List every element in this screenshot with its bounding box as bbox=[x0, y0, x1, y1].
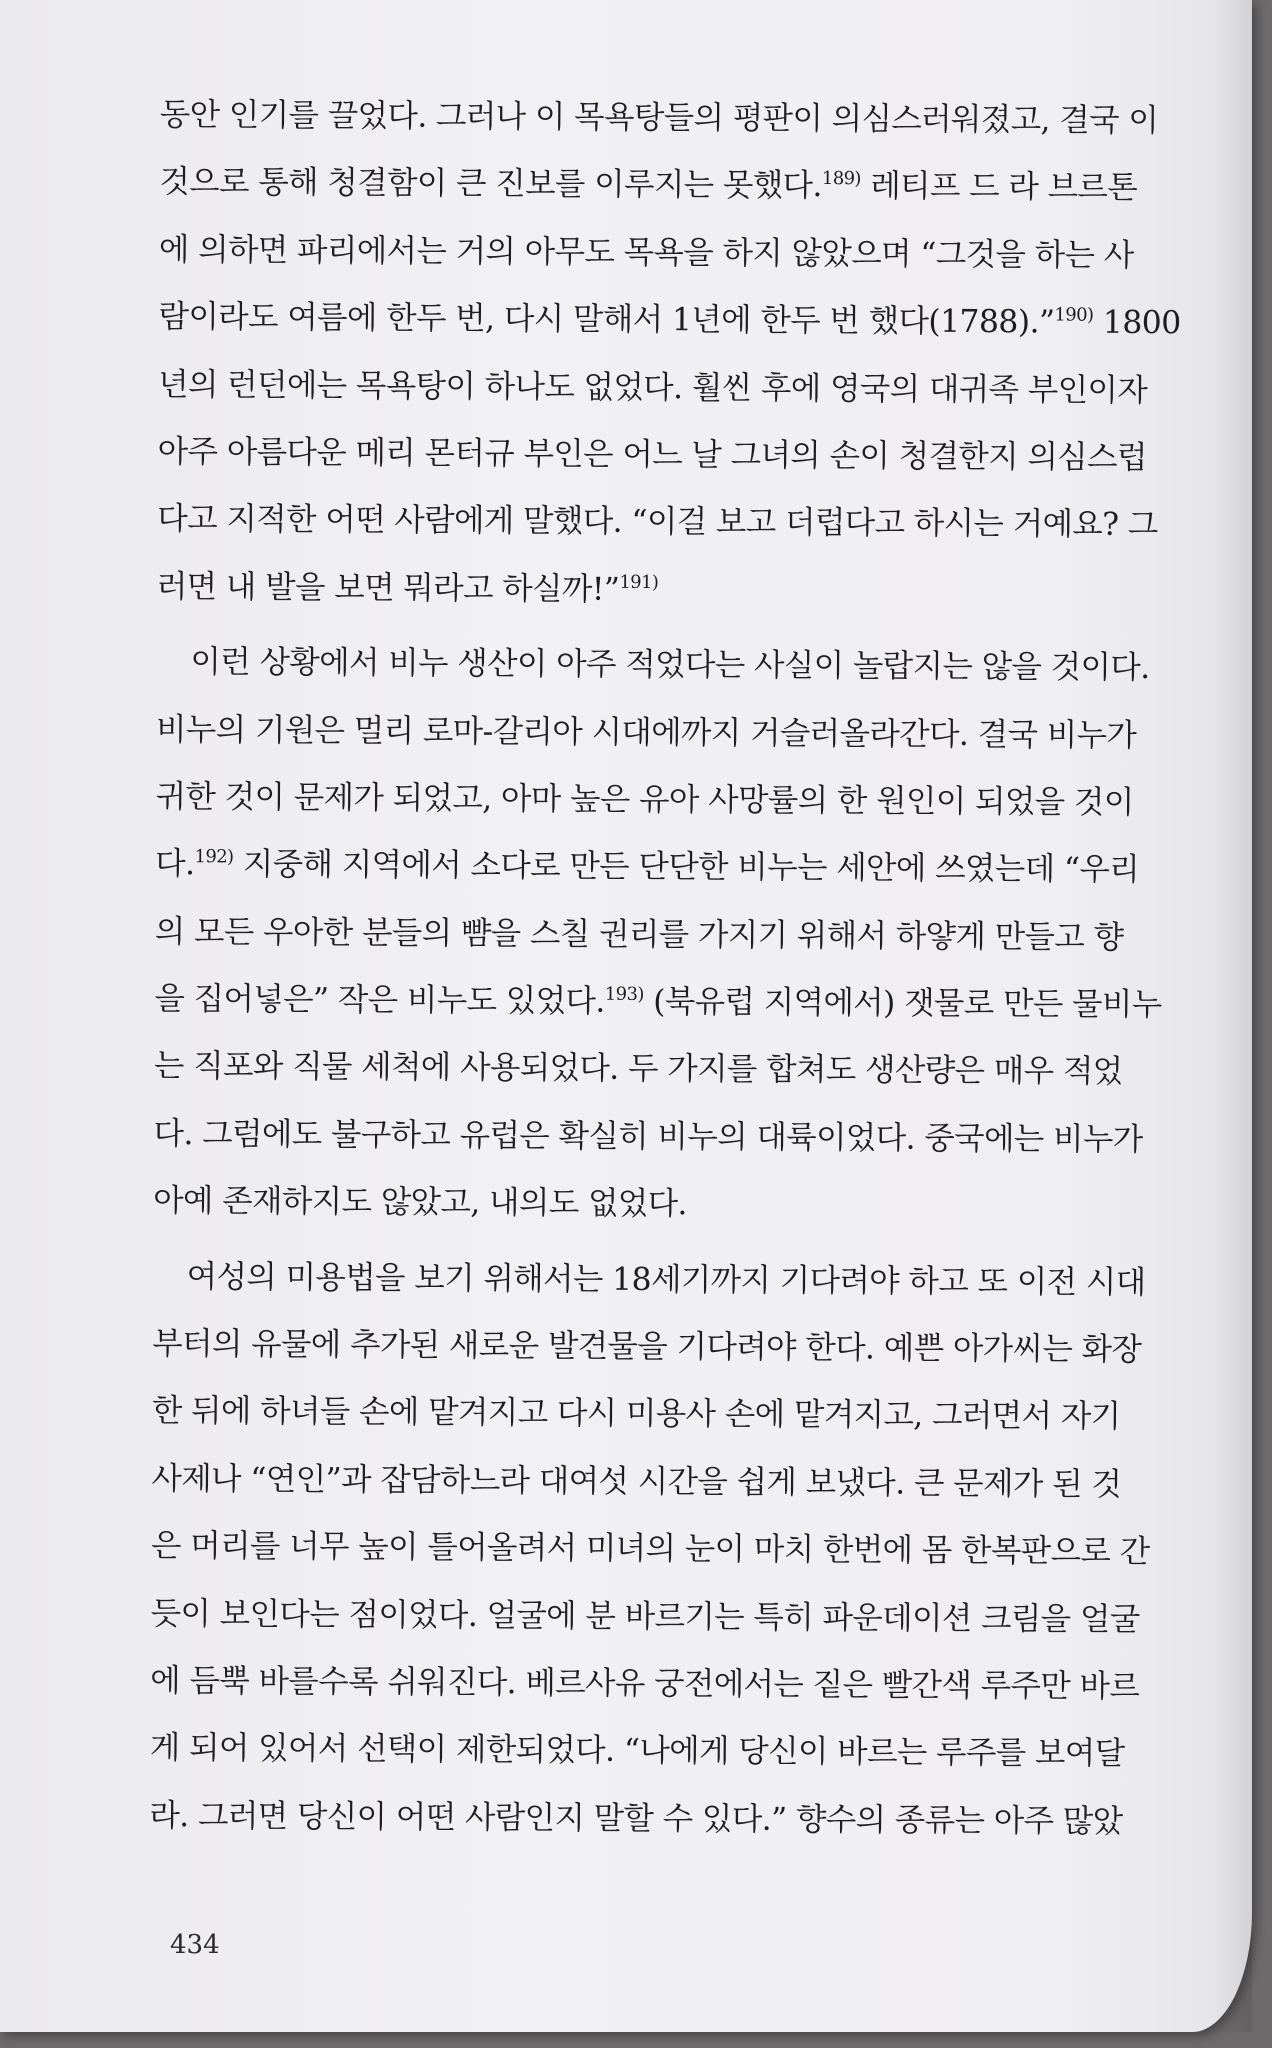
text-line bbox=[153, 1101, 1163, 1175]
text-span: 1800 bbox=[1093, 304, 1181, 342]
text-line bbox=[152, 1378, 1162, 1452]
text-span: 러면 내 발을 보면 뭐라고 하실까!” bbox=[156, 568, 620, 608]
footnote-ref: 192) bbox=[194, 846, 234, 868]
text-span: 의 모든 우아한 분들의 뺨을 스칠 권리를 가지기 위해서 하얗게 만들고 향 bbox=[154, 913, 1124, 956]
text-span: 동안 인기를 끌었다. 그러나 이 목욕탕들의 평판이 의심스러워졌고, 결국 이 bbox=[159, 96, 1159, 140]
text-span: 비누의 기원은 멀리 로마-갈리아 시대에까지 거슬러올라간다. 결국 비누가 bbox=[155, 711, 1137, 754]
text-span: 에 듬뿍 바를수록 쉬워진다. 베르사유 궁전에서는 짙은 빨간색 루주만 바르 bbox=[150, 1662, 1140, 1705]
text-line bbox=[158, 284, 1181, 358]
text-span: 다고 지적한 어떤 사람에게 말했다. “이걸 보고 더럽다고 하시는 거예요? 그 bbox=[157, 501, 1158, 544]
text-line bbox=[149, 1783, 1159, 1857]
paragraph-3 bbox=[149, 1244, 1163, 1857]
text-line bbox=[157, 486, 1167, 560]
text-line bbox=[155, 899, 1165, 973]
text-line bbox=[150, 1648, 1160, 1722]
text-line bbox=[151, 1513, 1161, 1587]
text-span: 라. 그러면 당신이 어떤 사람인지 말할 수 있다.” 향수의 종류는 아주 많았 bbox=[149, 1797, 1123, 1840]
page-number: 434 bbox=[170, 1930, 220, 1960]
text-line bbox=[150, 1581, 1160, 1655]
text-span: (북유럽 지역에서) 잿물로 만든 물비누 bbox=[643, 984, 1162, 1024]
text-span: 레티프 드 라 브르톤 bbox=[860, 168, 1138, 207]
text-span: 게 되어 있어서 선택이 제한되었다. “나에게 당신이 바르는 루주를 보여달 bbox=[149, 1730, 1125, 1773]
text-line bbox=[160, 82, 1170, 156]
text-span: 다. 그럼에도 불구하고 유럽은 확실히 비누의 대륙이었다. 중국에는 비누가 bbox=[153, 1115, 1143, 1158]
text-span: 부터의 유물에 추가된 새로운 발견물을 기다려야 한다. 예쁜 아가씨는 화장 bbox=[152, 1326, 1142, 1369]
text-line bbox=[155, 764, 1165, 838]
text-line bbox=[158, 419, 1168, 493]
text-line bbox=[153, 1168, 1163, 1242]
footnote-ref: 189) bbox=[821, 168, 861, 190]
page-curl-shadow bbox=[1212, 0, 1252, 2032]
text-span: 사제나 “연인”과 잡담하느라 대여섯 시간을 쉽게 보냈다. 큰 문제가 된 것 bbox=[151, 1460, 1122, 1503]
text-line bbox=[159, 217, 1169, 291]
text-line bbox=[150, 1715, 1160, 1789]
text-line bbox=[156, 629, 1166, 703]
text-line bbox=[151, 1446, 1161, 1520]
text-span: 지중해 지역에서 소다로 만든 단단한 비누는 세안에 쓰였는데 “우리 bbox=[233, 846, 1140, 889]
text-span: 한 뒤에 하녀들 손에 맡겨지고 다시 미용사 손에 맡겨지고, 그러면서 자기 bbox=[151, 1393, 1121, 1436]
text-line bbox=[158, 352, 1168, 426]
text-span: 여성의 미용법을 보기 위해서는 18세기까지 기다려야 하고 또 이전 시대 bbox=[186, 1258, 1146, 1301]
text-span: 이런 상황에서 비누 생산이 아주 적었다는 사실이 놀랍지는 않을 것이다. bbox=[190, 644, 1150, 687]
text-span: 은 머리를 너무 높이 틀어올려서 미녀의 눈이 마치 한번에 몸 한복판으로 간 bbox=[150, 1528, 1150, 1571]
text-span: 아예 존재하지도 않았고, 내의도 없었다. bbox=[153, 1183, 688, 1223]
text-span: 듯이 보인다는 점이었다. 얼굴에 분 바르기는 특히 파운데이션 크림을 얼굴 bbox=[150, 1595, 1140, 1638]
text-span: 년의 런던에는 목욕탕이 하나도 없었다. 훨씬 후에 영국의 대귀족 부인이자 bbox=[158, 366, 1148, 409]
text-span: 귀한 것이 문제가 되었고, 아마 높은 유아 사망률의 한 원인이 되었을 것이 bbox=[155, 778, 1134, 821]
text-line bbox=[157, 554, 1167, 628]
footnote-ref: 191) bbox=[619, 571, 659, 593]
paragraph-1 bbox=[156, 82, 1181, 627]
text-line bbox=[154, 966, 1164, 1040]
text-span: 는 직포와 직물 세척에 사용되었다. 두 가지를 합쳐도 생산량은 매우 적었 bbox=[153, 1048, 1123, 1091]
footnote-ref: 190) bbox=[1054, 304, 1094, 326]
text-span: 람이라도 여름에 한두 번, 다시 말해서 1년에 한두 번 했다(1788).” bbox=[158, 299, 1055, 341]
paragraph-2 bbox=[153, 629, 1167, 1242]
text-line bbox=[156, 697, 1166, 771]
footnote-ref: 193) bbox=[604, 983, 644, 1006]
body-text bbox=[149, 82, 1181, 1856]
text-line bbox=[159, 149, 1169, 223]
text-span: 아주 아름다운 메리 몬터규 부인은 어느 날 그녀의 손이 청결한지 의심스럽 bbox=[157, 433, 1147, 476]
text-span: 것으로 통해 청결함이 큰 진보를 이루지는 못했다. bbox=[159, 164, 822, 205]
text-span: 을 집어넣은” 작은 비누도 있었다. bbox=[154, 981, 605, 1020]
text-line bbox=[154, 1033, 1164, 1107]
text-line bbox=[155, 831, 1165, 905]
text-line bbox=[152, 1244, 1162, 1318]
text-span: 다. bbox=[155, 846, 195, 883]
text-span: 에 의하면 파리에서는 거의 아무도 목욕을 하지 않았으며 “그것을 하는 사 bbox=[158, 231, 1134, 274]
text-line bbox=[152, 1311, 1162, 1385]
